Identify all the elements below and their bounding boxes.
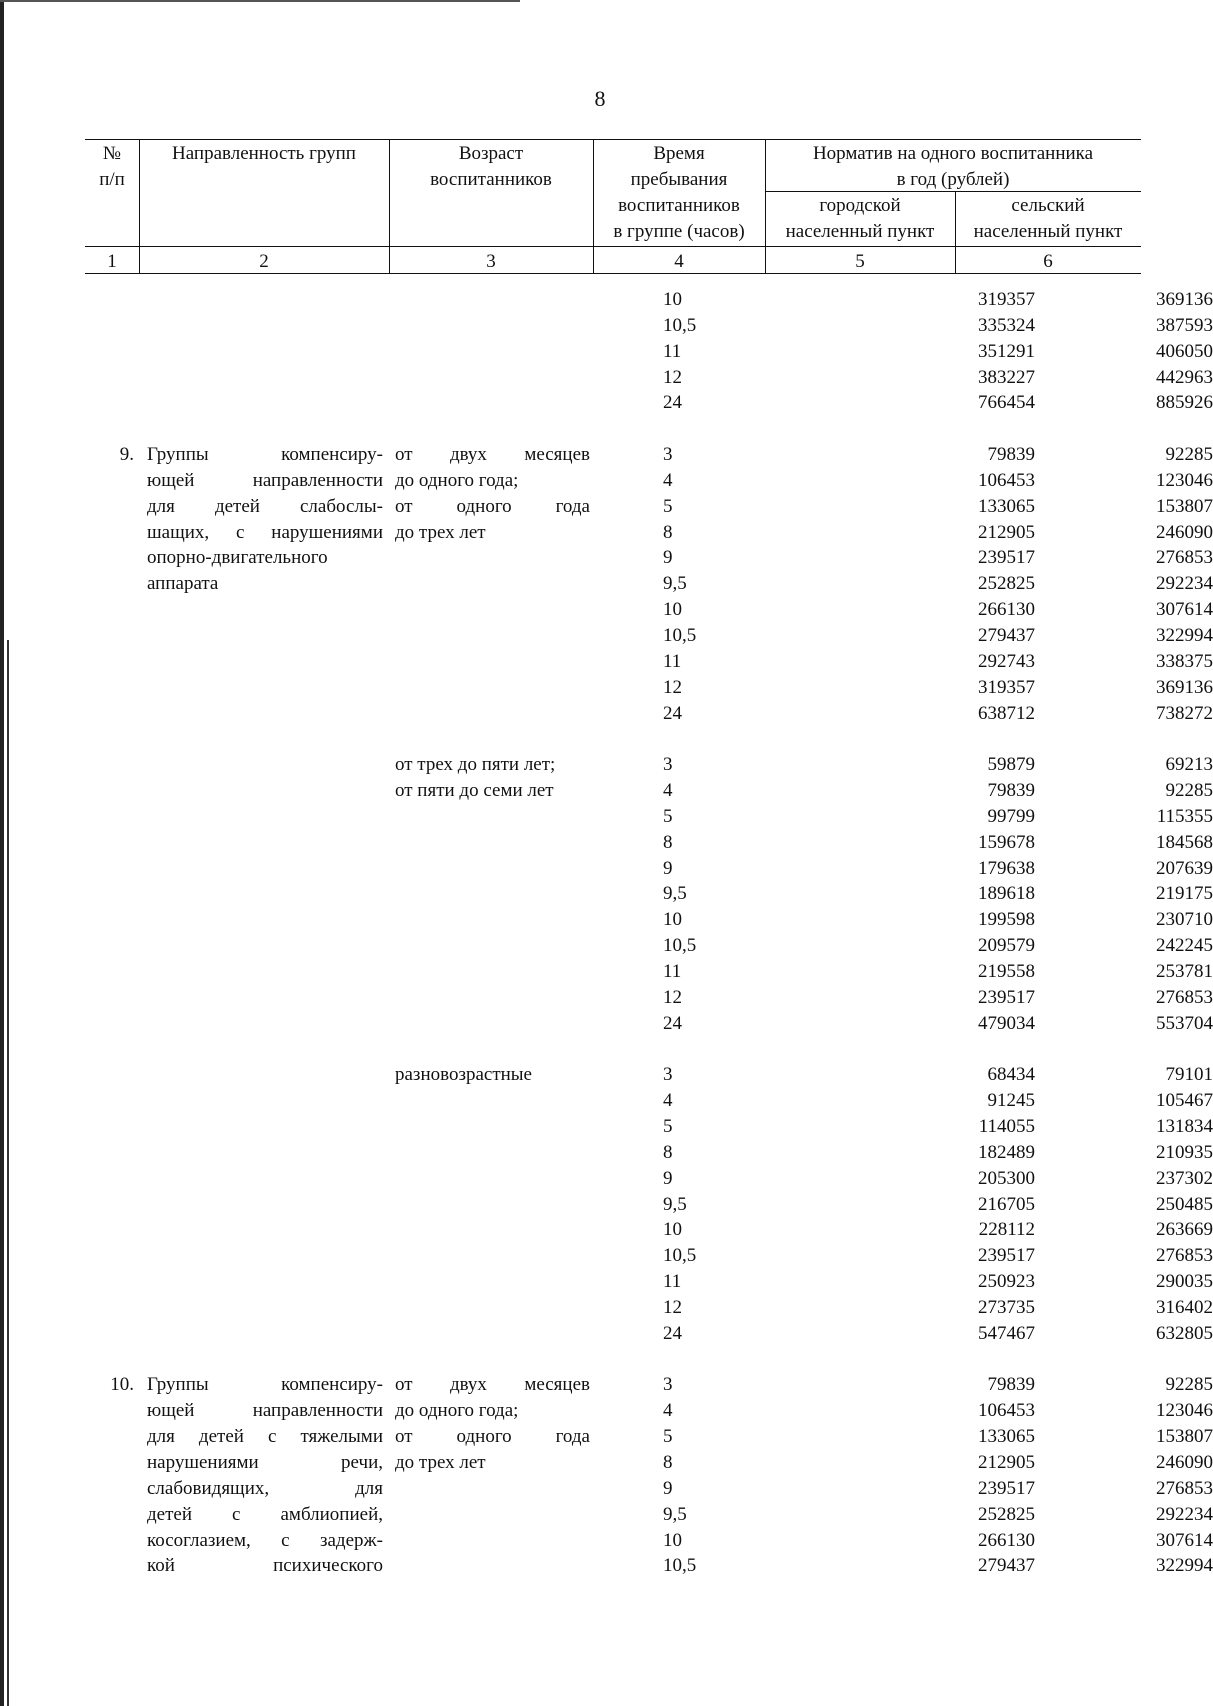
stay-hours: 10: [663, 1219, 682, 1241]
stay-hours: 9: [663, 1167, 673, 1189]
table-row: [85, 1269, 1213, 1295]
table-row: [85, 830, 1213, 856]
norm-rural: 276853: [1156, 547, 1213, 569]
table-row: [85, 1372, 1213, 1398]
norm-rural: 123046: [1156, 469, 1213, 491]
stay-hours: 5: [663, 805, 673, 827]
stay-hours: 8: [663, 1141, 673, 1163]
stay-hours: 9,5: [663, 1193, 687, 1215]
norm-urban: 547467: [978, 1322, 1035, 1344]
norm-urban: 212905: [978, 1451, 1035, 1473]
stay-hours: 12: [663, 1296, 682, 1318]
column-number-4: 4: [674, 251, 684, 272]
norm-urban: 250923: [978, 1271, 1035, 1293]
table-row: [85, 1062, 1213, 1088]
norm-urban: 79839: [987, 444, 1035, 466]
stay-hours: 24: [663, 1322, 682, 1344]
stay-hours: 8: [663, 521, 673, 543]
group-direction: опорно-двигательного: [147, 547, 328, 569]
table-row: [85, 701, 1213, 727]
stay-hours: 9: [663, 1477, 673, 1499]
norm-urban: 266130: [978, 599, 1035, 621]
norm-rural: 242245: [1156, 935, 1213, 957]
norm-urban: 252825: [978, 573, 1035, 595]
table-row: [85, 907, 1213, 933]
norm-rural: 406050: [1156, 340, 1213, 362]
norm-urban: 99799: [987, 805, 1035, 827]
pupil-age: от двух месяцев: [395, 444, 590, 466]
norm-rural: 207639: [1156, 857, 1213, 879]
table-row: [85, 1424, 1213, 1450]
norm-rural: 230710: [1156, 909, 1213, 931]
norm-rural: 276853: [1156, 986, 1213, 1008]
row-number: 10.: [110, 1374, 134, 1396]
norm-rural: 153807: [1156, 495, 1213, 517]
table-row: [85, 649, 1213, 675]
norm-rural: 79101: [1165, 1064, 1213, 1086]
header-col-age: Возраст воспитанников: [430, 143, 552, 190]
pupil-age: разновозрастные: [395, 1064, 532, 1086]
norm-rural: 322994: [1156, 624, 1213, 646]
stay-hours: 9,5: [663, 573, 687, 595]
pupil-age: до трех лет: [395, 1451, 486, 1473]
stay-hours: 10: [663, 289, 682, 310]
table-row: [85, 881, 1213, 907]
norm-rural: 250485: [1156, 1193, 1213, 1215]
header-col-no: № п/п: [99, 143, 125, 190]
header-bottom-border: [85, 246, 1141, 247]
stay-hours: 10,5: [663, 1555, 697, 1577]
group-direction: для детей слабослы-: [147, 495, 383, 517]
norm-rural: 442963: [1156, 366, 1213, 388]
table-row: [85, 675, 1213, 701]
norm-urban: 212905: [978, 521, 1035, 543]
table-row: [85, 520, 1213, 546]
stay-hours: 4: [663, 469, 673, 491]
norm-urban: 319357: [978, 289, 1035, 310]
norm-urban: 59879: [987, 754, 1035, 776]
norm-urban: 383227: [978, 366, 1035, 388]
norm-rural: 184568: [1156, 831, 1213, 853]
table-row: [85, 1450, 1213, 1476]
table-row: [85, 442, 1213, 468]
scan-edge-top: [0, 0, 520, 2]
table-row: [85, 778, 1213, 804]
norm-urban: 766454: [978, 392, 1035, 414]
stay-hours: 10,5: [663, 314, 697, 336]
norm-rural: 292234: [1156, 1503, 1213, 1525]
norm-urban: 351291: [978, 340, 1035, 362]
table-row: [85, 1243, 1213, 1269]
norm-urban: 68434: [987, 1064, 1035, 1086]
table-body: [85, 287, 1213, 1579]
group-direction: ющей направленности: [147, 469, 383, 491]
norm-rural: 292234: [1156, 573, 1213, 595]
stay-hours: 9,5: [663, 1503, 687, 1525]
stay-hours: 4: [663, 780, 673, 802]
group-direction: аппарата: [147, 573, 219, 595]
norm-urban: 205300: [978, 1167, 1035, 1189]
norm-urban: 319357: [978, 676, 1035, 698]
stay-hours: 10: [663, 909, 682, 931]
stay-hours: 9: [663, 857, 673, 879]
norm-rural: 153807: [1156, 1426, 1213, 1448]
table-row: [85, 313, 1213, 339]
header-col-city: городской населенный пункт: [785, 195, 935, 242]
header-col-rural: сельский населенный пункт: [973, 195, 1123, 242]
stay-hours: 3: [663, 444, 673, 466]
norm-rural: 237302: [1156, 1167, 1213, 1189]
table-row: [85, 468, 1213, 494]
norm-urban: 216705: [978, 1193, 1035, 1215]
norm-rural: 92285: [1165, 444, 1213, 466]
norm-rural: 210935: [1156, 1141, 1213, 1163]
norm-urban: 239517: [978, 547, 1035, 569]
stay-hours: 5: [663, 1426, 673, 1448]
norm-rural: 369136: [1156, 289, 1213, 310]
norm-rural: 92285: [1165, 780, 1213, 802]
stay-hours: 4: [663, 1400, 673, 1422]
table-row: [85, 1011, 1213, 1037]
stay-hours: 11: [663, 650, 682, 672]
norm-urban: 219558: [978, 960, 1035, 982]
group-direction: Группы компенсиру-: [147, 1374, 383, 1396]
norm-rural: 253781: [1156, 960, 1213, 982]
table-row: [85, 856, 1213, 882]
stay-hours: 24: [663, 702, 682, 724]
table-row: [85, 494, 1213, 520]
column-number-5: 5: [855, 251, 865, 272]
norm-urban: 179638: [978, 857, 1035, 879]
table-row: [85, 1295, 1213, 1321]
header-col-norm: Норматив на одного воспитанника в год (рублей): [812, 143, 1094, 190]
table-row: [85, 933, 1213, 959]
norm-rural: 276853: [1156, 1477, 1213, 1499]
stay-hours: 12: [663, 676, 682, 698]
scan-edge-left-inner: [7, 640, 9, 1706]
norm-rural: 263669: [1156, 1219, 1213, 1241]
stay-hours: 4: [663, 1090, 673, 1112]
table-row: [85, 1321, 1213, 1347]
stay-hours: 24: [663, 1012, 682, 1034]
stay-hours: 3: [663, 754, 673, 776]
stay-hours: 10: [663, 599, 682, 621]
group-direction: ющей направленности: [147, 1400, 383, 1422]
norm-urban: 114055: [978, 1116, 1035, 1137]
table-row: [85, 390, 1213, 416]
row-spacer: [85, 416, 1141, 442]
norm-rural: 290035: [1156, 1271, 1213, 1293]
table-row: [85, 1088, 1213, 1114]
group-direction: косоглазием, с задерж-: [147, 1529, 383, 1551]
norm-urban: 279437: [978, 1555, 1035, 1577]
group-direction: шащих, с нарушениями: [147, 521, 383, 543]
norm-urban: 279437: [978, 624, 1035, 646]
norm-urban: 189618: [978, 883, 1035, 905]
table-row: [85, 1553, 1213, 1579]
table-row: [85, 545, 1213, 571]
table-row: [85, 1502, 1213, 1528]
norm-rural: 369136: [1156, 676, 1213, 698]
group-direction: кой психического: [147, 1555, 383, 1577]
group-direction: для детей с тяжелыми: [147, 1426, 383, 1448]
norm-urban: 133065: [978, 1426, 1035, 1448]
norm-urban: 252825: [978, 1503, 1035, 1525]
norm-rural: 246090: [1156, 1451, 1213, 1473]
norm-urban: 292743: [978, 650, 1035, 672]
page-number: 8: [594, 86, 606, 111]
pupil-age: до трех лет: [395, 521, 486, 543]
column-number-6: 6: [1043, 251, 1053, 272]
stay-hours: 8: [663, 1451, 673, 1473]
column-number-2: 2: [259, 251, 269, 272]
norm-urban: 239517: [978, 1477, 1035, 1499]
table-header: [85, 139, 1141, 275]
norm-urban: 209579: [978, 935, 1035, 957]
group-direction: слабовидящих, для: [147, 1477, 383, 1499]
pupil-age: от одного года: [395, 1426, 590, 1448]
stay-hours: 9,5: [663, 883, 687, 905]
norm-rural: 69213: [1165, 754, 1213, 776]
norm-rural: 885926: [1156, 392, 1213, 414]
column-number-3: 3: [486, 251, 496, 272]
header-top-border: [85, 139, 1141, 140]
norm-urban: 79839: [987, 780, 1035, 802]
pupil-age: от двух месяцев: [395, 1374, 590, 1396]
norm-rural: 307614: [1156, 1529, 1213, 1551]
norm-urban: 228112: [978, 1219, 1035, 1241]
column-number-1: 1: [107, 251, 117, 272]
table-row: [85, 1140, 1213, 1166]
table-row: [85, 365, 1213, 391]
norm-urban: 199598: [978, 909, 1035, 931]
table-row: [85, 1528, 1213, 1554]
pupil-age: до одного года;: [395, 469, 519, 491]
norm-urban: 182489: [978, 1141, 1035, 1163]
stay-hours: 5: [663, 1116, 673, 1137]
stay-hours: 10,5: [663, 1245, 697, 1267]
norm-rural: 246090: [1156, 521, 1213, 543]
stay-hours: 9: [663, 547, 673, 569]
norm-rural: 316402: [1156, 1296, 1213, 1318]
norm-rural: 338375: [1156, 650, 1213, 672]
table-row: [85, 1398, 1213, 1424]
norm-rural: 115355: [1156, 805, 1213, 827]
stay-hours: 11: [663, 340, 682, 362]
stay-hours: 11: [663, 1271, 682, 1293]
row-spacer: [85, 1036, 1141, 1062]
stay-hours: 12: [663, 986, 682, 1008]
norm-urban: 106453: [978, 469, 1035, 491]
norm-urban: 638712: [978, 702, 1035, 724]
stay-hours: 8: [663, 831, 673, 853]
pupil-age: до одного года;: [395, 1400, 519, 1422]
stay-hours: 24: [663, 392, 682, 414]
norm-rural: 553704: [1156, 1012, 1213, 1034]
norm-rural: 307614: [1156, 599, 1213, 621]
table-row: [85, 597, 1213, 623]
group-direction: детей с амблиопией,: [147, 1503, 383, 1525]
table-row: [85, 959, 1213, 985]
norm-urban: 239517: [978, 1245, 1035, 1267]
row-spacer: [85, 1347, 1141, 1373]
table-row: [85, 287, 1213, 313]
table-row: [85, 1114, 1213, 1140]
norm-rural: 131834: [1156, 1116, 1213, 1137]
norm-rural: 276853: [1156, 1245, 1213, 1267]
table-row: [85, 804, 1213, 830]
norm-urban: 133065: [978, 495, 1035, 517]
norm-urban: 266130: [978, 1529, 1035, 1551]
norm-urban: 79839: [987, 1374, 1035, 1396]
stay-hours: 10,5: [663, 935, 697, 957]
stay-hours: 12: [663, 366, 682, 388]
norm-urban: 479034: [978, 1012, 1035, 1034]
header-col-time: Время пребывания воспитанников в группе (часов): [613, 143, 745, 242]
scan-edge-left: [0, 0, 4, 1706]
table-row: [85, 1476, 1213, 1502]
table-row: [85, 623, 1213, 649]
table-row: [85, 985, 1213, 1011]
stay-hours: 3: [663, 1064, 673, 1086]
norm-rural: 322994: [1156, 1555, 1213, 1577]
stay-hours: 10: [663, 1529, 682, 1551]
table-row: [85, 571, 1213, 597]
pupil-age: от пяти до семи лет: [395, 780, 554, 802]
table-row: [85, 1166, 1213, 1192]
norm-urban: 91245: [987, 1090, 1035, 1112]
norm-urban: 106453: [978, 1400, 1035, 1422]
table-row: [85, 339, 1213, 365]
norm-rural: 123046: [1156, 1400, 1213, 1422]
norm-rural: 738272: [1156, 702, 1213, 724]
norm-rural: 92285: [1165, 1374, 1213, 1396]
norm-rural: 219175: [1156, 883, 1213, 905]
norm-rural: 632805: [1156, 1322, 1213, 1344]
group-direction: нарушениями речи,: [147, 1451, 383, 1473]
row-spacer: [85, 726, 1141, 752]
pupil-age: от одного года: [395, 495, 590, 517]
norm-urban: 239517: [978, 986, 1035, 1008]
norm-urban: 335324: [978, 314, 1035, 336]
stay-hours: 11: [663, 960, 682, 982]
stay-hours: 10,5: [663, 624, 697, 646]
header-col-direction: Направленность групп: [172, 143, 356, 164]
norm-urban: 273735: [978, 1296, 1035, 1318]
pupil-age: от трех до пяти лет;: [395, 754, 556, 776]
norm-rural: 105467: [1156, 1090, 1213, 1112]
norm-rural: 387593: [1156, 314, 1213, 336]
table-row: [85, 1217, 1213, 1243]
table-row: [85, 1192, 1213, 1218]
stay-hours: 5: [663, 495, 673, 517]
row-number: 9.: [119, 444, 134, 466]
stay-hours: 3: [663, 1374, 673, 1396]
group-direction: Группы компенсиру-: [147, 444, 383, 466]
table-row: [85, 752, 1213, 778]
norm-urban: 159678: [978, 831, 1035, 853]
